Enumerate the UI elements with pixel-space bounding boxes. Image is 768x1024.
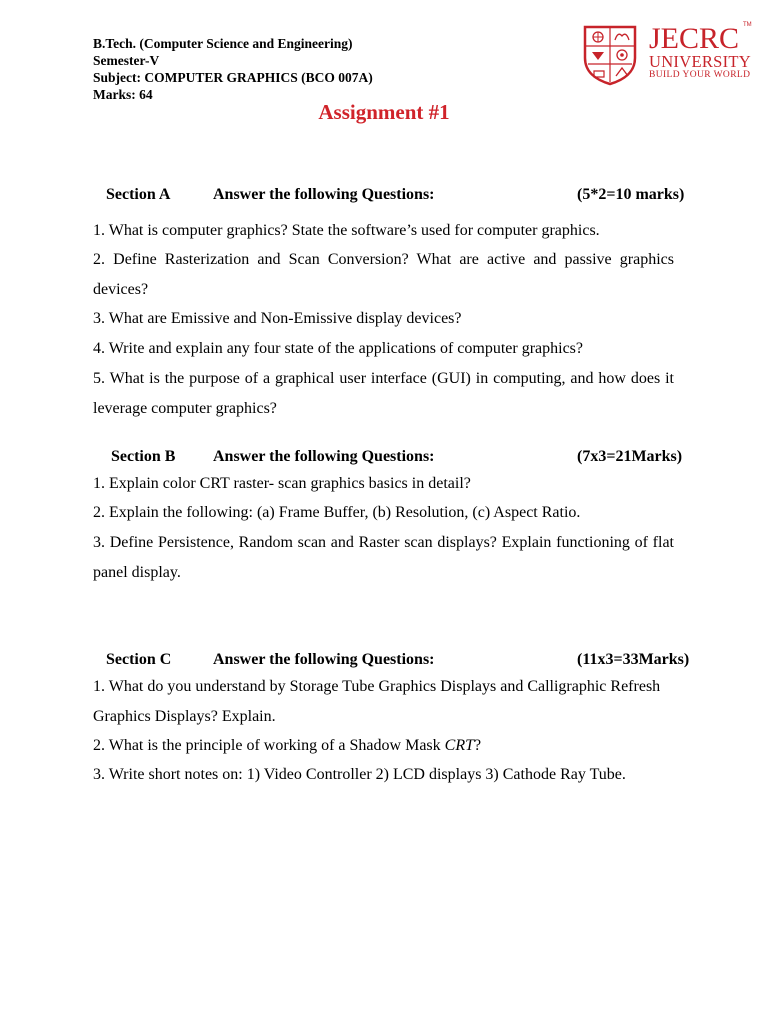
question-c2-end: ? [473,737,482,754]
question-c2-italic: CRT [444,737,474,754]
question-b2: 2. Explain the following: (a) Frame Buffer, (b) Resolution, (c) Aspect Ratio. [93,504,581,521]
question-c2 [93,731,674,761]
marks-line: Marks: 64 [93,87,153,102]
section-label: Section A [106,186,171,203]
logo-name: JECRC [649,22,740,55]
section-label: Section B [111,448,176,465]
section-instruction: Answer the following Questions: [213,651,435,668]
section-instruction: Answer the following Questions: [213,448,435,465]
section-instruction: Answer the following Questions: [213,186,435,203]
question-c2-text: 2. What is the principle of working of a Shadow Mask [93,737,445,754]
subject-line: Subject: COMPUTER GRAPHICS (BCO 007A) [93,70,373,85]
section-label: Section C [106,651,172,668]
logo-tagline: BUILD YOUR WORLD [649,70,751,80]
question-a2: 2. Define Rasterization and Scan Conversion? What are active and passive graphics devices? [93,251,674,298]
question-c1: 1. What do you understand by Storage Tube Graphics Displays and Calligraphic Refresh Graphics Displays? Explain. [93,678,661,725]
section-marks: (5*2=10 marks) [577,186,685,203]
program-line: B.Tech. (Computer Science and Engineering) [93,36,353,51]
assignment-title: Assignment #1 [318,100,450,124]
university-logo [580,24,752,88]
university-crest-icon [582,24,638,86]
document-header [93,35,373,103]
section-marks: (11x3=33Marks) [577,651,690,668]
question-a3: 3. What are Emissive and Non-Emissive display devices? [93,310,462,327]
logo-university: UNIVERSITY [649,52,751,71]
question-b1: 1. Explain color CRT raster- scan graphics basics in detail? [93,475,471,492]
question-a5: 5. What is the purpose of a graphical user interface (GUI) in computing, and how does it leverage computer graphics? [93,370,674,417]
section-marks: (7x3=21Marks) [577,448,683,465]
question-a4: 4. Write and explain any four state of the applications of computer graphics? [93,340,584,357]
semester-line: Semester-V [93,53,160,68]
logo-trademark: TM [743,22,752,28]
question-b3: 3. Define Persistence, Random scan and Raster scan displays? Explain functioning of flat panel display. [93,534,674,581]
question-a1: 1. What is computer graphics? State the software’s used for computer graphics. [93,222,600,239]
question-c3: 3. Write short notes on: 1) Video Controller 2) LCD displays 3) Cathode Ray Tube. [93,766,626,783]
